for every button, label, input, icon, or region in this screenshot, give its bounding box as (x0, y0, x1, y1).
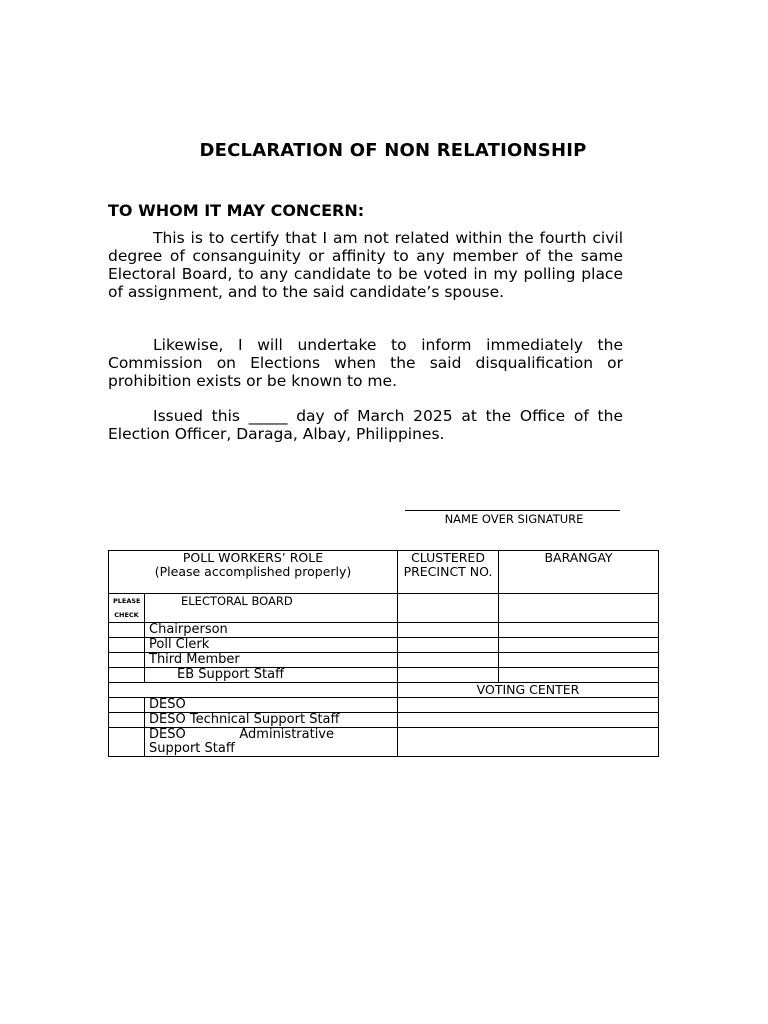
checkbox-cell[interactable] (109, 713, 145, 728)
role-deso: DESO (145, 698, 398, 713)
certification-paragraph: This is to certify that I am not related within the fourth civil degree of consanguinity or affinity to any member of the same Electoral Board, to any candidate to be voted in my polling place of assignment, and to the said candidate’s spouse. (108, 229, 623, 301)
role-header (109, 551, 398, 594)
deso-admin-word1: DESO (149, 727, 186, 742)
checkbox-cell[interactable] (109, 698, 145, 713)
precinct-cell[interactable] (398, 653, 499, 668)
table-row (109, 638, 659, 653)
barangay-cell[interactable] (499, 653, 659, 668)
blank-cell (109, 683, 398, 698)
electoral-board-label: ELECTORAL BOARD (145, 594, 398, 623)
table-row (109, 594, 659, 623)
barangay-cell[interactable] (499, 638, 659, 653)
role-deso-administrative-support (145, 728, 398, 757)
role-header-note: (Please accomplished properly) (154, 564, 352, 579)
precinct-cell[interactable] (398, 638, 499, 653)
table-row (109, 683, 659, 698)
role-header-title: POLL WORKERS’ ROLE (182, 550, 324, 565)
signature-line (405, 510, 620, 511)
table-row (109, 698, 659, 713)
barangay-cell[interactable] (499, 668, 659, 683)
precinct-cell[interactable] (398, 594, 499, 623)
precinct-cell[interactable] (398, 668, 499, 683)
role-chairperson: Chairperson (145, 623, 398, 638)
undertaking-paragraph: Likewise, I will undertake to inform immediately the Commission on Elections when the said disqualification or prohibition exists or be known to me. (108, 336, 623, 390)
barangay-header: BARANGAY (499, 551, 659, 594)
role-deso-technical-support: DESO Technical Support Staff (145, 713, 398, 728)
precinct-cell[interactable] (398, 623, 499, 638)
checkbox-cell[interactable] (109, 668, 145, 683)
poll-workers-table (108, 550, 659, 757)
voting-center-cell[interactable] (398, 728, 659, 757)
role-third-member: Third Member (145, 653, 398, 668)
salutation: TO WHOM IT MAY CONCERN: (108, 201, 365, 220)
signature-label: NAME OVER SIGNATURE (444, 512, 584, 526)
deso-admin-line2: Support Staff (149, 741, 235, 756)
table-header-row (109, 551, 659, 594)
issued-paragraph: Issued this _____ day of March 2025 at the Office of the Election Officer, Daraga, Albay, Philippines. (108, 407, 623, 443)
please-check-label: PLEASE CHECK (109, 594, 145, 623)
role-poll-clerk: Poll Clerk (145, 638, 398, 653)
role-eb-support-staff: EB Support Staff (145, 668, 398, 683)
table-row (109, 668, 659, 683)
barangay-cell[interactable] (499, 623, 659, 638)
table-row (109, 653, 659, 668)
barangay-cell[interactable] (499, 594, 659, 623)
checkbox-cell[interactable] (109, 653, 145, 668)
checkbox-cell[interactable] (109, 623, 145, 638)
deso-admin-word2: Administrative (239, 727, 334, 742)
table-row (109, 713, 659, 728)
document-title: DECLARATION OF NON RELATIONSHIP (199, 140, 587, 161)
precinct-header: CLUSTERED PRECINCT NO. (398, 551, 499, 594)
table-row (109, 623, 659, 638)
checkbox-cell[interactable] (109, 728, 145, 757)
voting-center-cell[interactable] (398, 713, 659, 728)
checkbox-cell[interactable] (109, 638, 145, 653)
voting-center-header: VOTING CENTER (398, 683, 659, 698)
table-row (109, 728, 659, 757)
voting-center-cell[interactable] (398, 698, 659, 713)
